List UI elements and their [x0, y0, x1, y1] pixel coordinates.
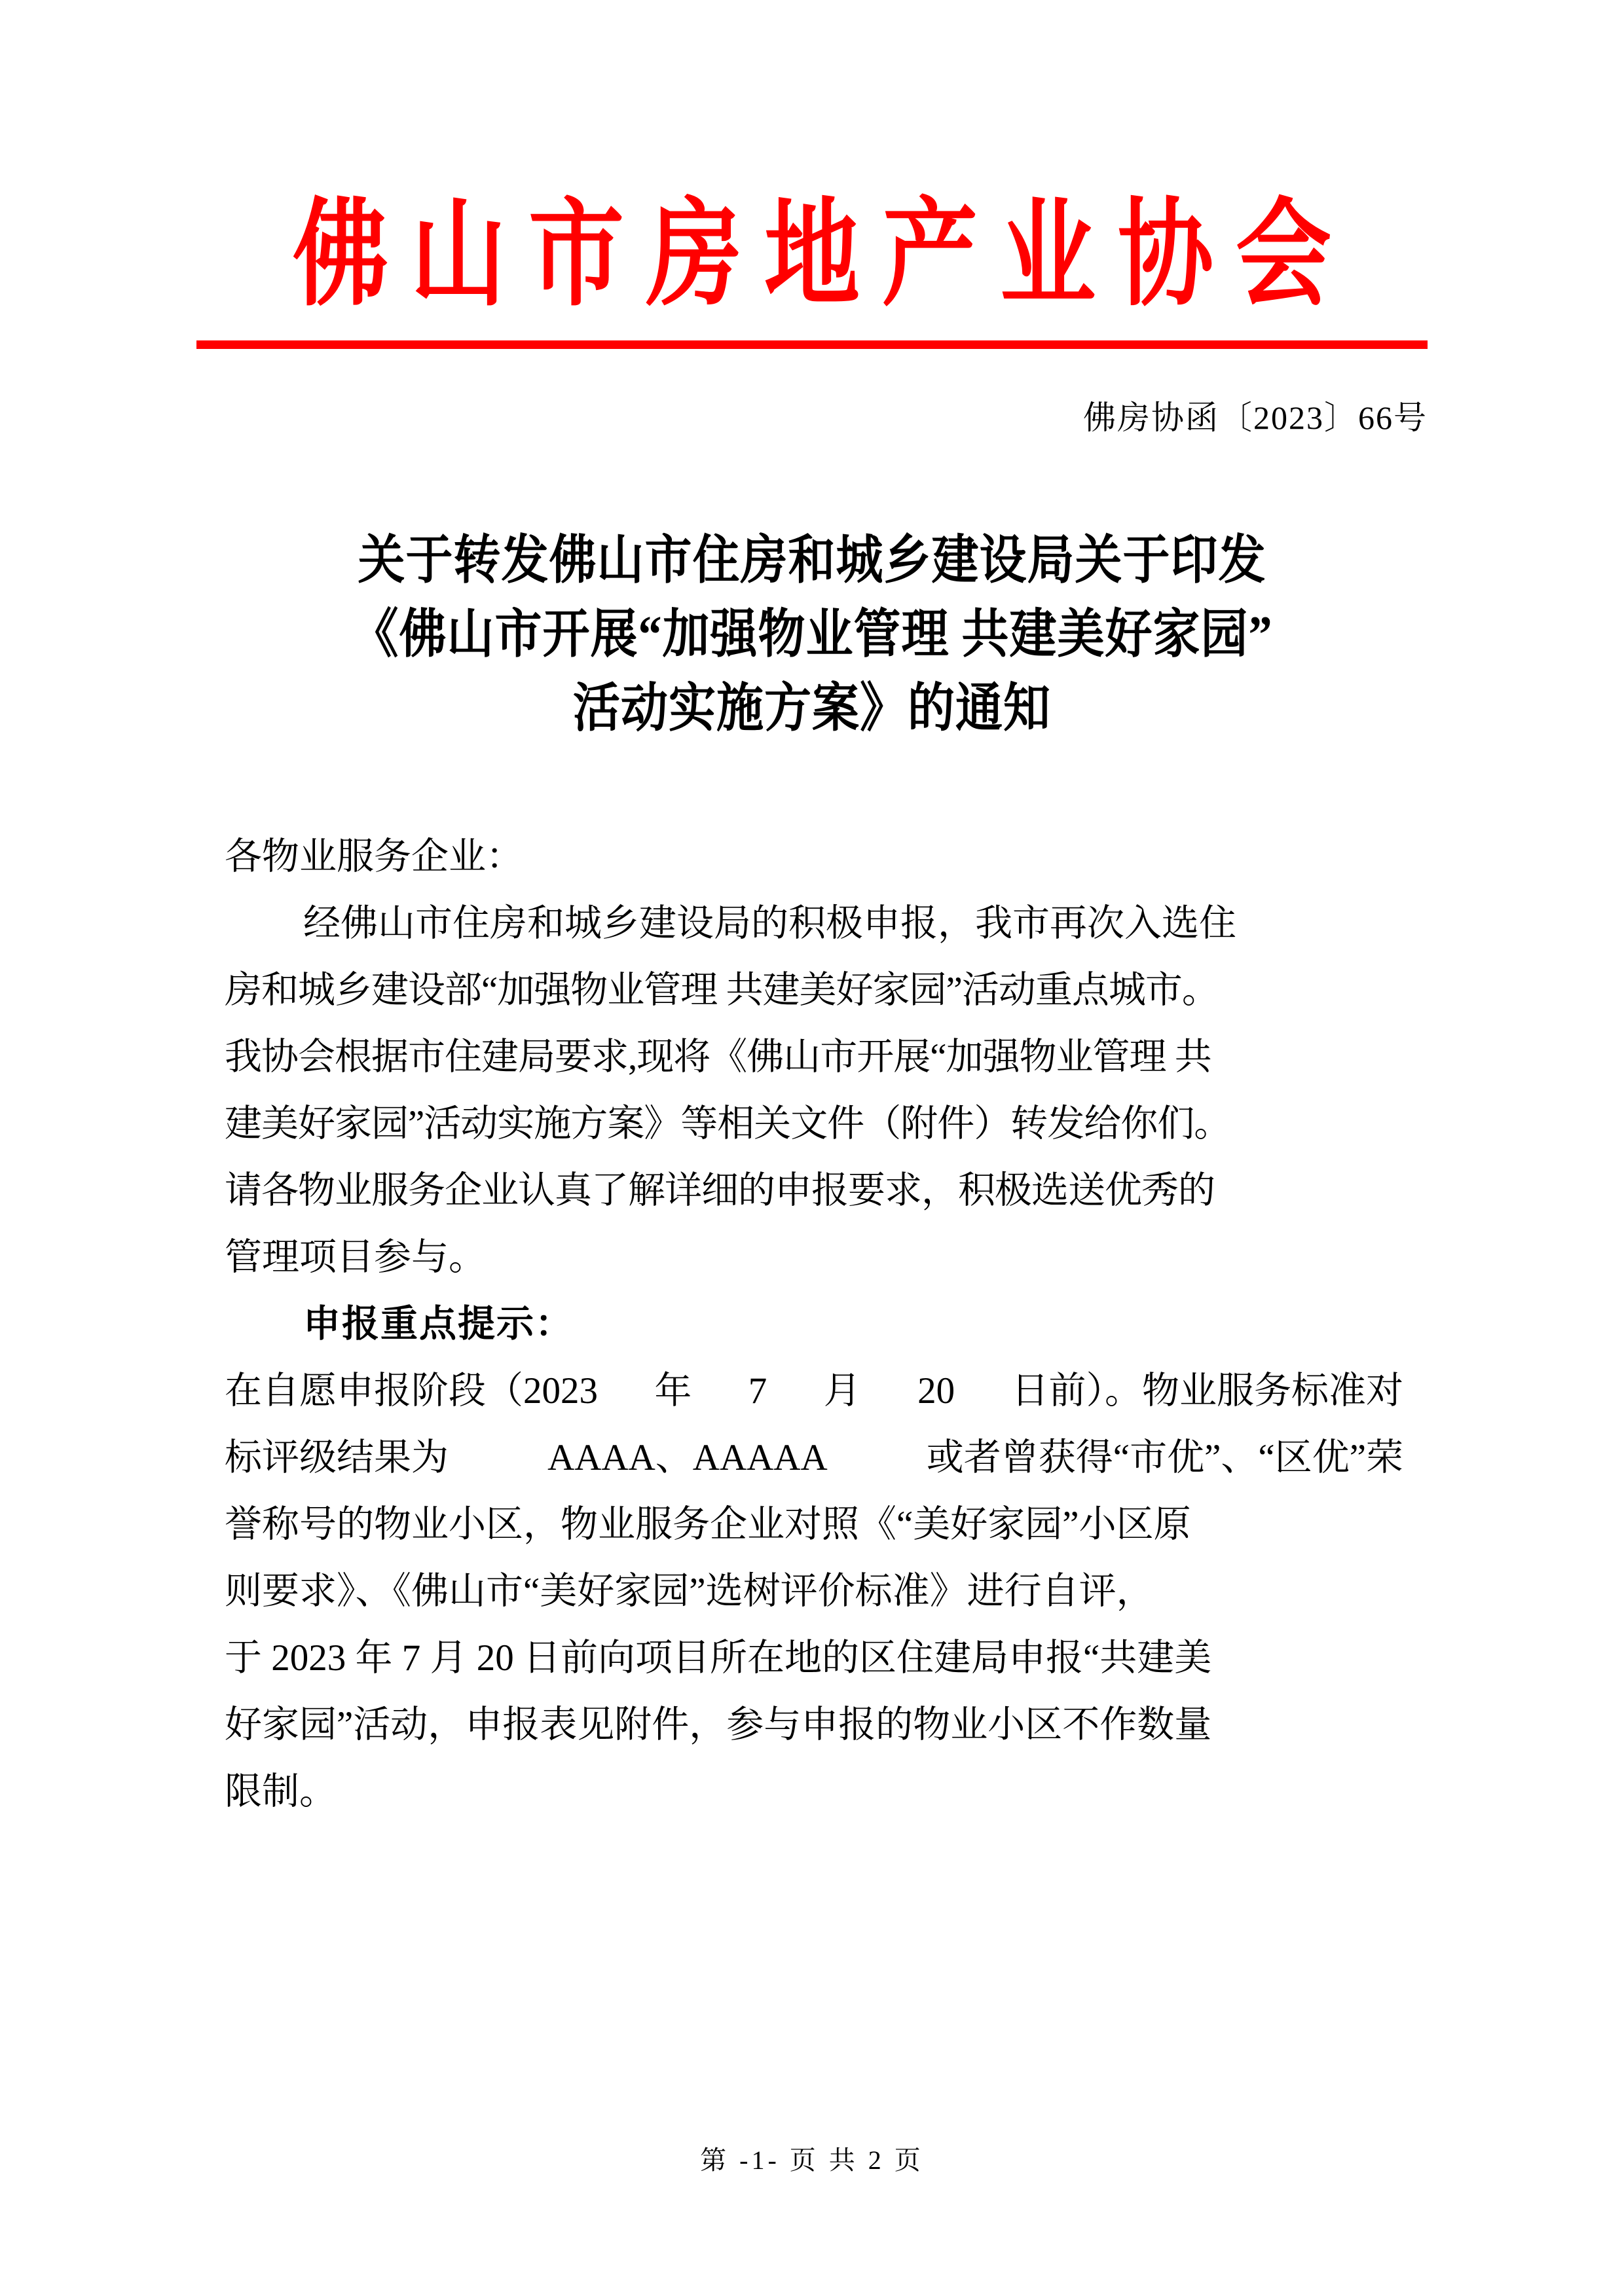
page-footer — [0, 2140, 1624, 2177]
paragraph1-line-4: 建美好家园”活动实施方案》等相关文件（附件）转发给你们。 — [225, 1103, 1231, 1144]
paragraph2-line-4: 则要求》、《佛山市“美好家园”选树评价标准》进行自评， — [225, 1571, 1154, 1612]
paragraph2-line-2-part-b: AAAA、AAAAA — [547, 1437, 828, 1478]
title-line-1: 关于转发佛山市住房和城乡建设局关于印发 — [358, 531, 1266, 590]
title-line-3: 活动实施方案》的通知 — [572, 679, 1051, 738]
letterhead-banner — [196, 187, 1428, 324]
paragraph2-line-1-part-c: 7 — [748, 1370, 767, 1412]
paragraph2-line-2-part-a: 标评级结果为 — [225, 1437, 449, 1478]
paragraph2-line-5: 于 2023 年 7 月 20 日前向项目所在地的区住建局申报“共建美 — [225, 1637, 1212, 1679]
salutation: 各物业服务企业： — [225, 836, 523, 877]
paragraph2-line-6: 好家园”活动，申报表见附件，参与申报的物业小区不作数量 — [225, 1704, 1212, 1745]
letterhead-red-rule — [196, 340, 1428, 349]
paragraph2-line-1-part-b: 年 — [654, 1370, 692, 1412]
paragraph2-line-1 — [225, 1358, 1403, 1425]
document-body — [225, 824, 1403, 1825]
section-heading-key-points: 申报重点提示： — [303, 1303, 574, 1345]
paragraph2-line-1-part-f: 日前）。物业服务标准对 — [1011, 1370, 1403, 1412]
page-number-label: 第 -1- 页 共 2 页 — [700, 2145, 924, 2175]
paragraph2-line-3: 誉称号的物业小区，物业服务企业对照《“美好家园”小区原 — [225, 1504, 1191, 1545]
paragraph1-line-2: 房和城乡建设部“加强物业管理 共建美好家园”活动重点城市。 — [225, 970, 1219, 1011]
paragraph2-line-2-part-c: 或者曾获得“市优”、“区优”荣 — [926, 1437, 1403, 1478]
document-title — [190, 524, 1434, 746]
paragraph2-line-1-part-d: 月 — [823, 1370, 861, 1412]
title-line-2: 《佛山市开展“加强物业管理 共建美好家园” — [351, 605, 1273, 664]
paragraph1-line-5: 请各物业服务企业认真了解详细的申报要求，积极选送优秀的 — [225, 1170, 1215, 1211]
paragraph2-line-7: 限制。 — [225, 1771, 337, 1812]
paragraph1-line-1: 经佛山市住房和城乡建设局的积极申报，我市再次入选住 — [303, 903, 1236, 944]
paragraph2-line-1-part-a: 在自愿申报阶段（2023 — [225, 1370, 598, 1412]
organization-title: 佛山市房地产业协会 — [293, 191, 1354, 320]
paragraph1-line-3: 我协会根据市住建局要求,现将《佛山市开展“加强物业管理 共 — [225, 1036, 1211, 1078]
paragraph1-line-6: 管理项目参与。 — [225, 1237, 486, 1278]
document-number: 佛房协函〔2023〕66号 — [1083, 399, 1428, 436]
paragraph2-line-2 — [225, 1425, 1403, 1491]
paragraph2-line-1-part-e: 20 — [917, 1370, 955, 1412]
